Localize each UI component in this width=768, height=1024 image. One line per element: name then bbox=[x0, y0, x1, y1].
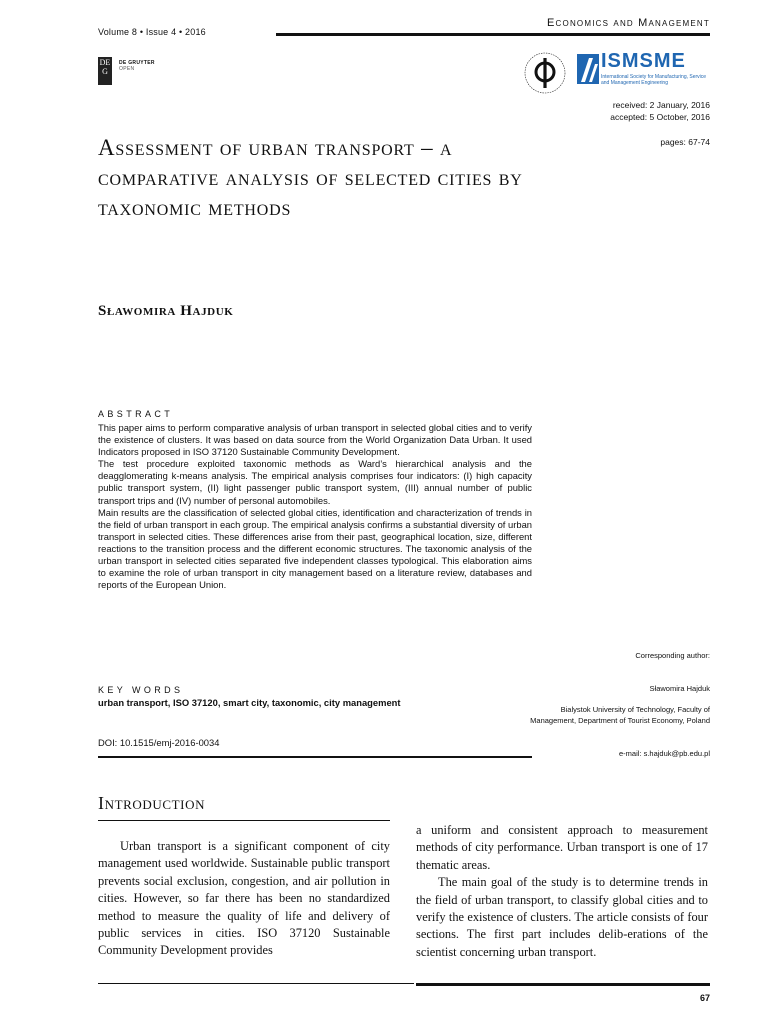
intro-paragraph: a uniform and consistent approach to measurement methods of city performance. Urban transport is one of 17 thematic areas. bbox=[416, 823, 708, 872]
volume-issue: Volume 8 • Issue 4 • 2016 bbox=[98, 27, 206, 37]
corresponding-affiliation: Bialystok University of Technology, Faculty of Management, Department of Tourist Economy, Poland bbox=[530, 705, 710, 725]
article-author: Sławomira Hajduk bbox=[98, 303, 234, 319]
ismsme-mark-icon bbox=[577, 54, 599, 84]
keywords: urban transport, ISO 37120, smart city, taxonomic, city management bbox=[98, 697, 401, 708]
keywords-heading: KEY WORDS bbox=[98, 685, 184, 695]
publisher-open: OPEN bbox=[119, 66, 135, 72]
intro-paragraph: The main goal of the study is to determine trends in the field of urban transport, to classify global cities and to verify the existence of clusters. The article consists of four sections. The first part includes delib-erations of the scientist concerning urban transport. bbox=[416, 875, 708, 959]
ismsme-subtitle: International Society for Manufacturing, Service and Management Engineering bbox=[601, 74, 707, 86]
intro-column-right bbox=[416, 822, 708, 961]
ismsme-logo-text: ISMSME bbox=[601, 50, 686, 72]
corresponding-label: Corresponding author: bbox=[635, 651, 710, 660]
footer-rule-right bbox=[416, 983, 710, 986]
journal-name: Economics and Management bbox=[547, 17, 710, 29]
dates bbox=[610, 99, 710, 123]
page-range: pages: 67-74 bbox=[660, 137, 710, 147]
abstract-rule bbox=[98, 756, 532, 758]
de-gruyter-label bbox=[119, 60, 155, 72]
publisher-name: DE GRUYTER bbox=[119, 60, 155, 66]
de-gruyter-logo: DE G bbox=[98, 57, 112, 85]
accepted-date: accepted: 5 October, 2016 bbox=[610, 112, 710, 122]
article-title: Assessment of urban transport – a comparative analysis of selected cities by taxonomic methods bbox=[98, 135, 523, 220]
introduction-heading: Introduction bbox=[98, 793, 206, 813]
received-date: received: 2 January, 2016 bbox=[612, 100, 710, 110]
corresponding-email[interactable]: e-mail: s.hajduk@pb.edu.pl bbox=[619, 749, 710, 758]
introduction-rule bbox=[98, 820, 390, 821]
footer-rule-left bbox=[98, 983, 414, 984]
abstract-paragraph: This paper aims to perform comparative analysis of urban transport in selected global cities and to verify the existence of clusters. It was based on data source from the World Organization Data Urban. It used Indicators proposed in ISO 37120 Sustainable Community Development. bbox=[98, 422, 532, 458]
intro-column-left bbox=[98, 838, 390, 960]
page-number: 67 bbox=[699, 993, 710, 1003]
doi[interactable]: DOI: 10.1515/emj-2016-0034 bbox=[98, 737, 220, 748]
abstract-paragraph: Main results are the classification of selected global cities, identification and characterization of trends in the field of urban transport in each group. The empirical analysis confirms a substantial diversity of urban transport in selected cities. These differences arise from their past, geographical location, size, different reactions to the transition process and the different economic structures. The taxonomic analysis of the urban transport in selected cities separated five independent classes typological. This elaboration aims to examine the role of urban transport in city management based on a literature review, databases and reports of the European Union. bbox=[98, 506, 532, 591]
header-rule bbox=[276, 33, 710, 36]
intro-paragraph: Urban transport is a significant component of city management used worldwide. Sustainable public transport prevents social exclusion, congestion, and air pollution in cities. However, so far there has been no standardized method to measure the quality of life and delivery of public services in cities. ISO 37120 Sustainable Community Development provides bbox=[98, 839, 390, 958]
corresponding-name: Sławomira Hajduk bbox=[649, 684, 710, 693]
abstract-body bbox=[98, 422, 532, 591]
university-seal-icon bbox=[520, 50, 570, 96]
abstract-paragraph: The test procedure exploited taxonomic methods as Ward’s hierarchical analysis and the deagglomerating k-means analysis. The empirical analysis comprises four indicators: (I) high capacity public transport system, (II) light passenger public transport system, (III) annual number of public transport trips and (IV) number of personal automobiles. bbox=[98, 458, 532, 506]
abstract-heading: ABSTRACT bbox=[98, 409, 174, 419]
